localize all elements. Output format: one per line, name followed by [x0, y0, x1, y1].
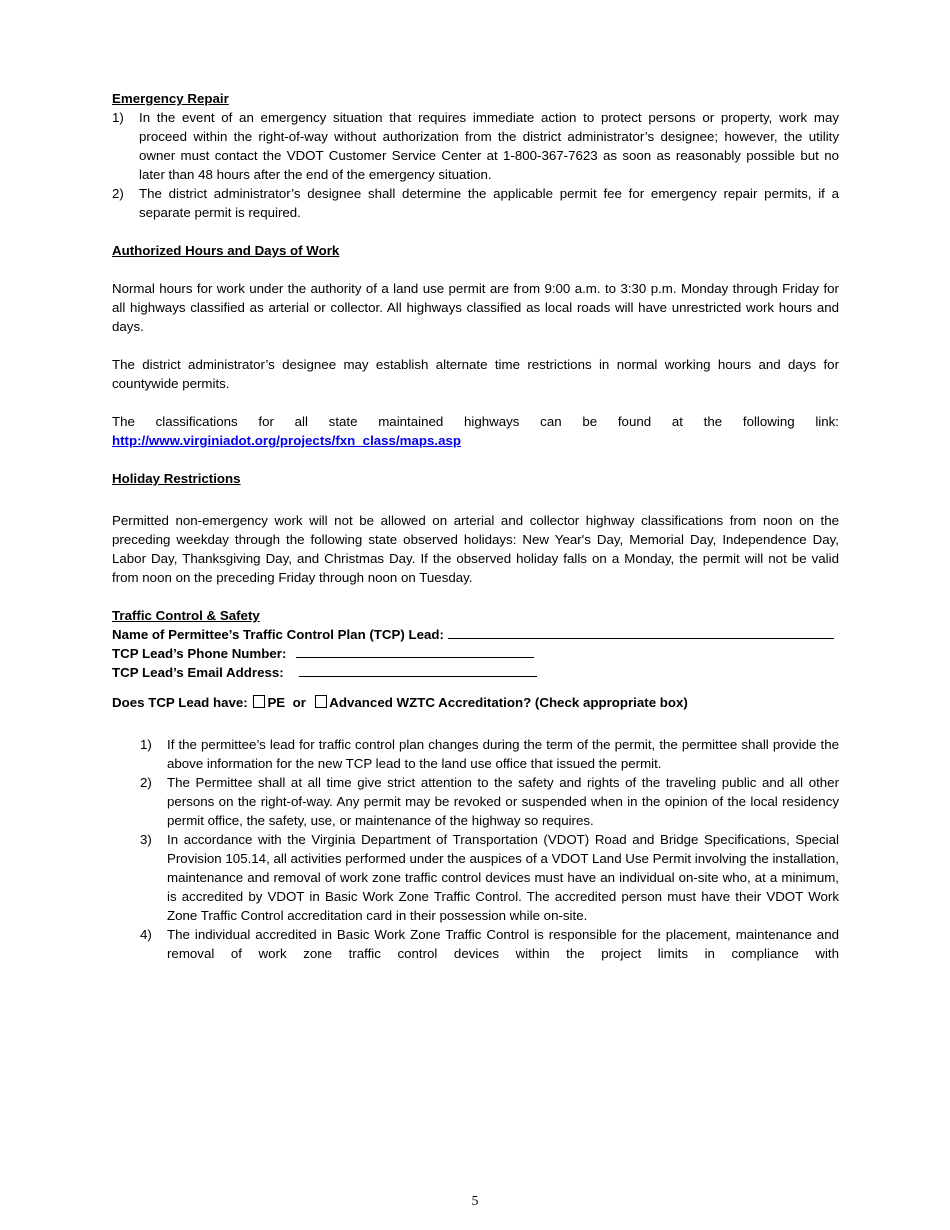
- tcp-lead-name-label: Name of Permittee’s Traffic Control Plan (TCP) Lead:: [112, 627, 444, 642]
- tcp-email-row: [112, 663, 839, 682]
- traffic-item-3: [140, 830, 839, 925]
- pe-label: PE: [267, 695, 286, 710]
- hours-paragraph-3: The classifications for all state maintained highways can be found at the following link:: [112, 414, 839, 429]
- tcp-accreditation-row: [112, 693, 839, 712]
- hours-paragraph-2: The district administrator’s designee may establish alternate time restrictions in normal working hours and days for countywide permits.: [112, 357, 839, 391]
- list-number: 2): [112, 186, 124, 201]
- document-page: [112, 89, 839, 963]
- list-text: The district administrator’s designee shall determine the applicable permit fee for emergency repair permits, if a separate permit is required.: [139, 186, 839, 220]
- accreditation-question: Does TCP Lead have:: [112, 695, 248, 710]
- list-text: The Permittee shall at all time give strict attention to the safety and rights of the traveling public and all other persons on the right-of-way. Any permit may be revoked or suspended when in the opinion of the local residency permit office, the safety, use, or maintenance of the highway so requires.: [167, 775, 839, 828]
- list-number: 3): [140, 832, 152, 847]
- list-text: In the event of an emergency situation that requires immediate action to protect persons or property, work may proceed within the right-of-way without authorization from the district administrator’s designee; however, the utility owner must contact the VDOT Customer Service Center at 1-800-367-7623 as soon as reasonably possible but no later than 48 hours after the end of the emergency situation.: [139, 110, 839, 182]
- emergency-item-1: [112, 108, 839, 184]
- list-text: If the permittee’s lead for traffic control plan changes during the term of the permit, the permittee shall provide the above information for the new TCP lead to the land use office that issued the permit.: [167, 737, 839, 771]
- hours-paragraph-1: Normal hours for work under the authority of a land use permit are from 9:00 a.m. to 3:30 p.m. Monday through Friday for all highways classified as arterial or collector. All highways classified as local roads will have unrestricted work hours and days.: [112, 281, 839, 334]
- tcp-phone-row: [112, 644, 839, 663]
- holiday-paragraph: Permitted non-emergency work will not be allowed on arterial and collector highway classifications from noon on the preceding weekday through the following state observed holidays: New Year's Day, Memorial Day, Independence Day, Labor Day, Thanksgiving Day, and Christmas Day. If the observed holiday falls on a Monday, the permit will not be valid from noon on the preceding Friday through noon on Tuesday.: [112, 513, 839, 585]
- tcp-email-label: TCP Lead’s Email Address:: [112, 665, 284, 680]
- page-number: 5: [471, 1193, 479, 1208]
- link-line: [112, 431, 839, 450]
- emergency-item-2: [112, 184, 839, 222]
- list-number: 1): [140, 737, 152, 752]
- or-label: or: [292, 695, 306, 710]
- holiday-heading: Holiday Restrictions: [112, 471, 241, 486]
- wztc-label: Advanced WZTC Accreditation? (Check appropriate box): [329, 695, 688, 710]
- traffic-item-2: [140, 773, 839, 830]
- traffic-item-4: [140, 925, 839, 963]
- traffic-heading: Traffic Control & Safety: [112, 608, 260, 623]
- hours-heading: Authorized Hours and Days of Work: [112, 243, 340, 258]
- tcp-email-field[interactable]: [299, 663, 537, 677]
- tcp-lead-name-field[interactable]: [448, 625, 834, 639]
- tcp-phone-field[interactable]: [296, 644, 534, 658]
- list-text: The individual accredited in Basic Work Zone Traffic Control is responsible for the placement, maintenance and removal of work zone traffic control devices within the project limits in compliance with: [167, 927, 839, 961]
- list-number: 1): [112, 110, 124, 125]
- traffic-item-1: [140, 735, 839, 773]
- wztc-checkbox[interactable]: [315, 695, 327, 708]
- list-number: 2): [140, 775, 152, 790]
- tcp-phone-label: TCP Lead’s Phone Number:: [112, 646, 287, 661]
- classification-maps-link[interactable]: http://www.virginiadot.org/projects/fxn_class/maps.asp: [112, 433, 461, 448]
- pe-checkbox[interactable]: [253, 695, 265, 708]
- list-number: 4): [140, 927, 152, 942]
- list-text: In accordance with the Virginia Department of Transportation (VDOT) Road and Bridge Specifications, Special Provision 105.14, all activities performed under the auspices of a VDOT Land Use Permit involving the installation, maintenance and removal of work zone traffic control devices must have an individual on-site who, at a minimum, is accredited by VDOT in Basic Work Zone Traffic Control. The accredited person must have their VDOT Work Zone Traffic Control accreditation card in their possession while on-site.: [167, 832, 839, 923]
- emergency-repair-heading: Emergency Repair: [112, 91, 229, 106]
- tcp-lead-name-row: [112, 625, 839, 644]
